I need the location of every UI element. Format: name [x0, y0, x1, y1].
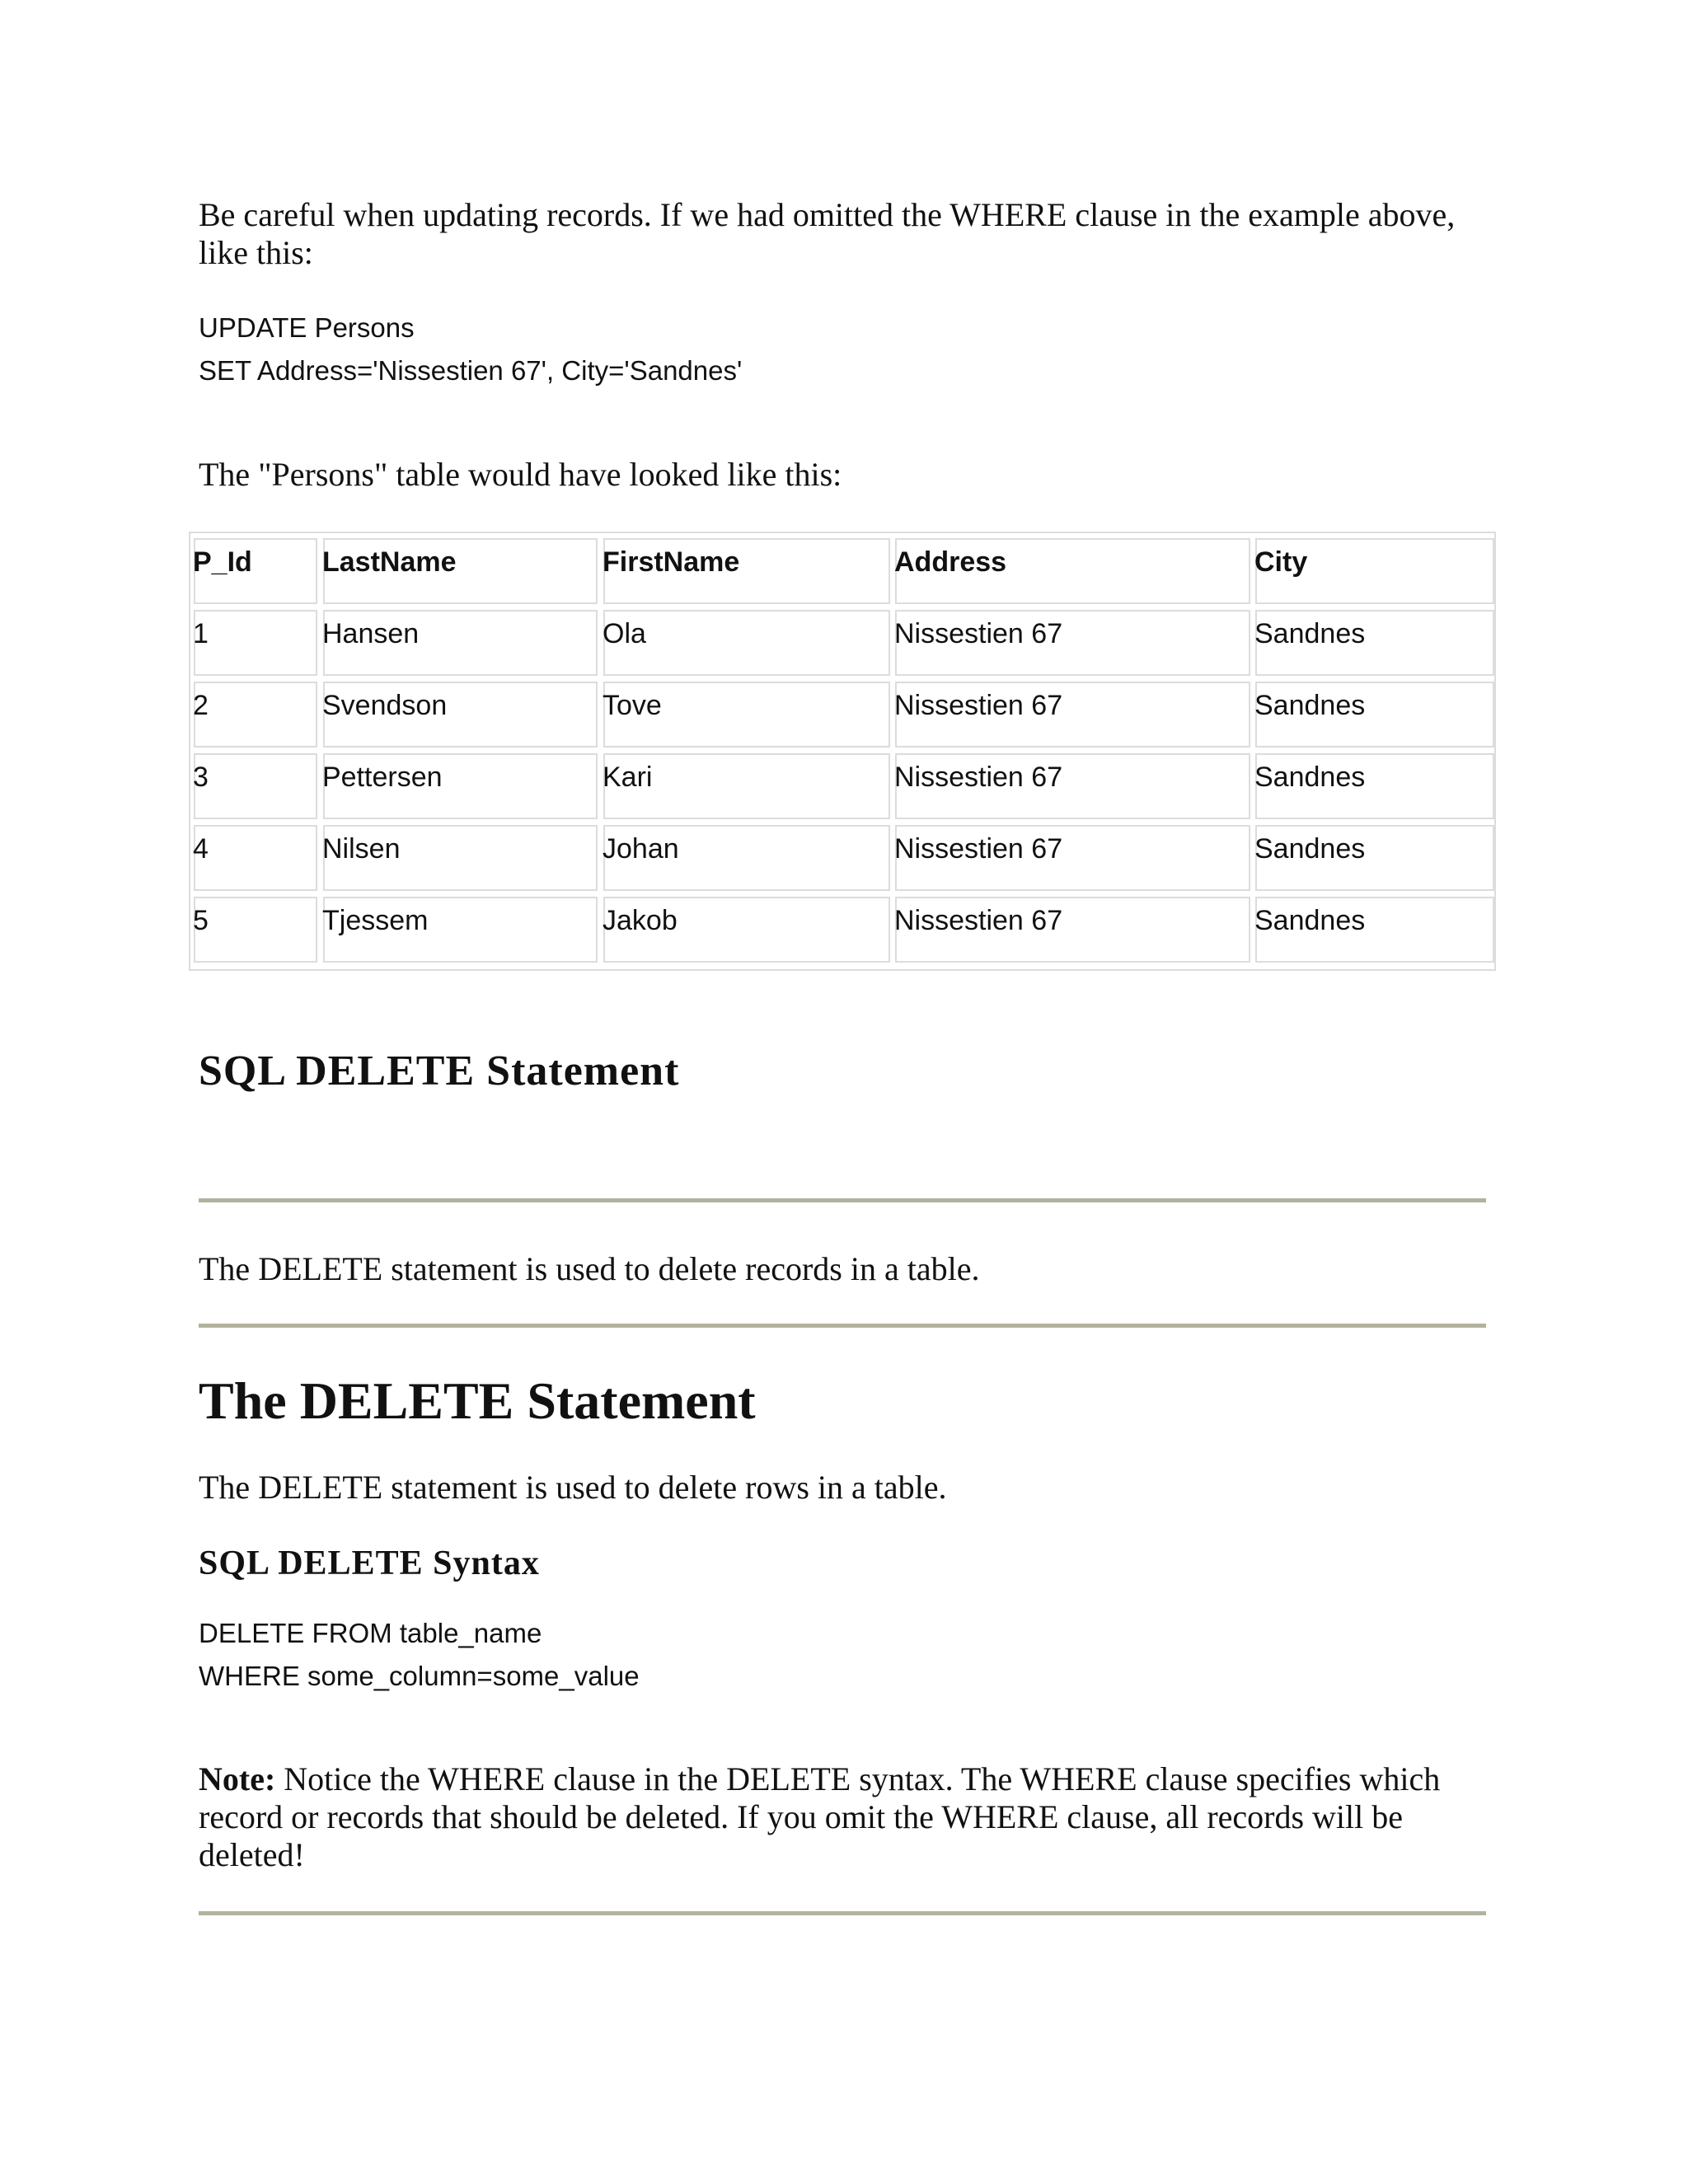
table-header-cell: Address	[895, 538, 1250, 604]
intro-paragraph: Be careful when updating records. If we had omitted the WHERE clause in the example above, like this:	[199, 196, 1456, 271]
syntax-code-line-1: DELETE FROM table_name	[199, 1618, 542, 1648]
table-header-cell: P_Id	[194, 538, 317, 604]
table-cell: 3	[194, 753, 317, 819]
table-cell: Hansen	[323, 610, 598, 676]
syntax-code-line-2: WHERE some_column=some_value	[199, 1661, 640, 1691]
table-cell: 1	[194, 610, 317, 676]
page-title: The DELETE Statement	[199, 1371, 756, 1430]
table-cell: Tove	[603, 682, 890, 748]
table-cell: Svendson	[323, 682, 598, 748]
update-code-line-1: UPDATE Persons	[199, 312, 415, 343]
table-cell: Nissestien 67	[895, 610, 1250, 676]
table-cell: Nilsen	[323, 825, 598, 891]
table-cell: Kari	[603, 753, 890, 819]
table-row	[194, 897, 1494, 963]
horizontal-rule	[199, 1911, 1486, 1915]
note-paragraph	[199, 1760, 1484, 1874]
note-text: Notice the WHERE clause in the DELETE syntax. The WHERE clause specifies which record or records that should be deleted. If you omit the WHERE clause, all records will be deleted!	[199, 1760, 1441, 1873]
table-cell: Jakob	[603, 897, 890, 963]
note-label: Note:	[199, 1760, 276, 1797]
table-cell: Sandnes	[1255, 825, 1494, 891]
table-cell: Johan	[603, 825, 890, 891]
table-row	[194, 825, 1494, 891]
table-cell: Pettersen	[323, 753, 598, 819]
table-row	[194, 753, 1494, 819]
table-header-cell: City	[1255, 538, 1494, 604]
summary-text: The DELETE statement is used to delete records in a table.	[199, 1250, 980, 1287]
description-text: The DELETE statement is used to delete rows in a table.	[199, 1469, 947, 1506]
table-cell: Sandnes	[1255, 897, 1494, 963]
table-cell: Nissestien 67	[895, 682, 1250, 748]
table-cell: Tjessem	[323, 897, 598, 963]
persons-table	[189, 532, 1496, 971]
table-header-cell: FirstName	[603, 538, 890, 604]
syntax-heading: SQL DELETE Syntax	[199, 1544, 540, 1582]
table-cell: Ola	[603, 610, 890, 676]
table-cell: 4	[194, 825, 317, 891]
table-cell: Sandnes	[1255, 682, 1494, 748]
table-cell: Nissestien 67	[895, 825, 1250, 891]
table-row	[194, 682, 1494, 748]
table-cell: Nissestien 67	[895, 897, 1250, 963]
horizontal-rule	[199, 1324, 1486, 1328]
result-text: The "Persons" table would have looked like this:	[199, 456, 842, 493]
table-header-row	[194, 538, 1494, 604]
horizontal-rule	[199, 1198, 1486, 1202]
table-cell: Sandnes	[1255, 610, 1494, 676]
table-cell: 2	[194, 682, 317, 748]
update-code-line-2: SET Address='Nissestien 67', City='Sandnes'	[199, 355, 743, 386]
table-cell: Nissestien 67	[895, 753, 1250, 819]
section-heading: SQL DELETE Statement	[199, 1047, 680, 1094]
table-header-cell: LastName	[323, 538, 598, 604]
table-cell: Sandnes	[1255, 753, 1494, 819]
table-cell: 5	[194, 897, 317, 963]
table-row	[194, 610, 1494, 676]
